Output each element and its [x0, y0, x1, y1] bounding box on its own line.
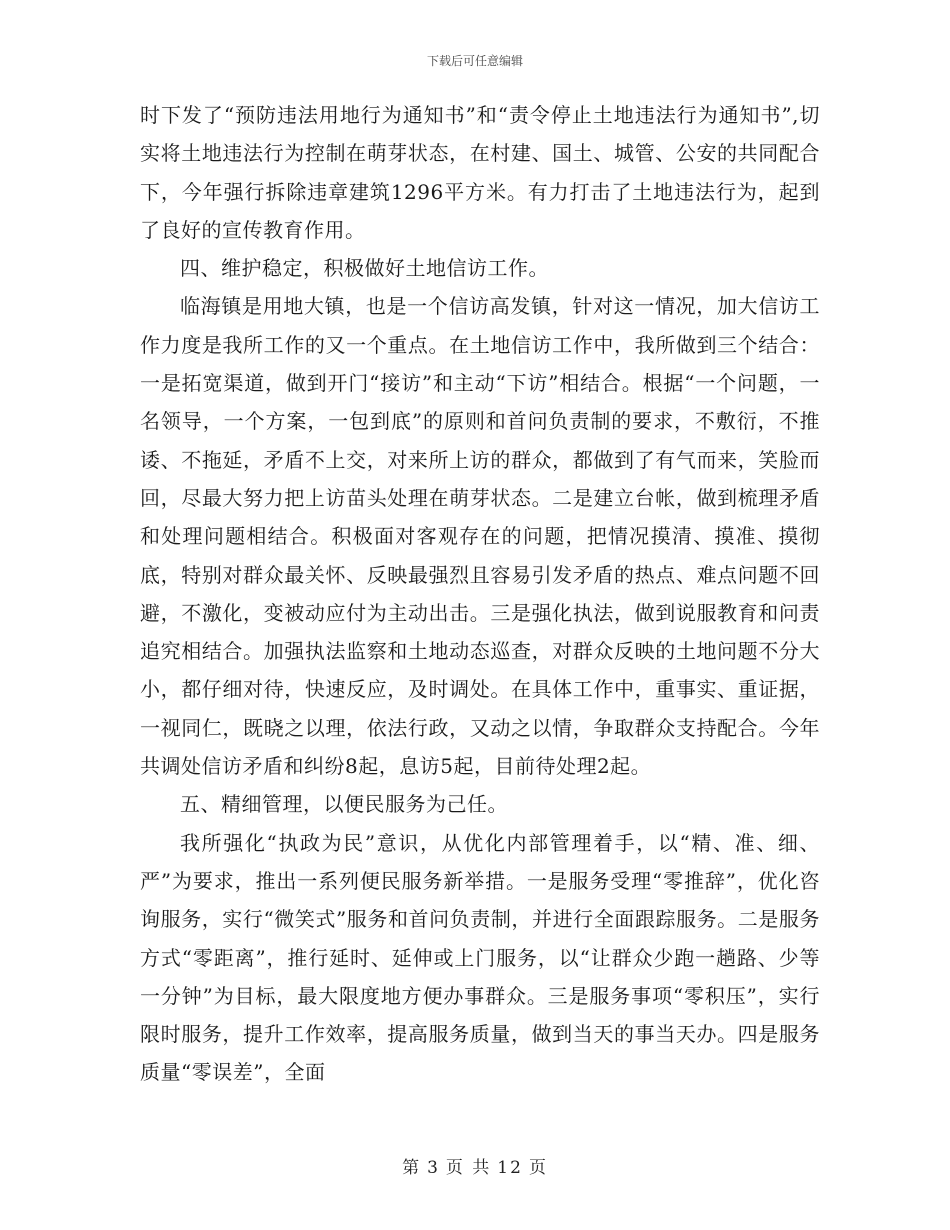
footer-suffix: 页	[528, 1158, 548, 1178]
footer-prefix: 第	[402, 1158, 422, 1178]
section-heading-4: 四、维护稳定，积极做好土地信访工作。	[180, 256, 549, 281]
footer-middle: 页 共	[445, 1158, 492, 1178]
document-body	[140, 96, 820, 1092]
page-footer	[0, 1153, 950, 1178]
total-pages-number: 12	[497, 1158, 523, 1178]
paragraph-petition-work: 临海镇是用地大镇，也是一个信访高发镇，针对这一情况，加大信访工作力度是我所工作的又一个重点。在土地信访工作中，我所做到三个结合：一是拓宽渠道，做到开门“接访”和主动“下访”相结合。根据“一个问题，一名领导，一个方案，一包到底”的原则和首问负责制的要求，不敷衍，不推诿、不拖延，矛盾不上交，对来所上访的群众，都做到了有气而来，笑脸而回，尽最大努力把上访苗头处理在萌芽状态。二是建立台帐，做到梳理矛盾和处理问题相结合。积极面对客观存在的问题，把情况摸清、摸准、摸彻底，特别对群众最关怀、反映最强烈且容易引发矛盾的热点、难点问题不回避，不激化，变被动应付为主动出击。三是强化执法，做到说服教育和问责追究相结合。加强执法监察和土地动态巡查，对群众反映的土地问题不分大小，都仔细对待，快速反应，及时调处。在具体工作中，重事实、重证据，一视同仁，既晓之以理，依法行政，又动之以情，争取群众支持配合。今年共调处信访矛盾和纠纷8起，息访5起，目前待处理2起。	[140, 294, 820, 779]
paragraph-service: 我所强化“执政为民”意识，从优化内部管理着手，以“精、准、细、严”为要求，推出一系列便民服务新举措。一是服务受理“零推辞”，优化咨询服务，实行“微笑式”服务和首问负责制，并进行全面跟踪服务。二是服务方式“零距离”，推行延时、延伸或上门服务，以“让群众少跑一趟路、少等一分钟”为目标，最大限度地方便办事群众。三是服务事项“零积压”，实行限时服务，提升工作效率，提高服务质量，做到当天的事当天办。四是服务质量“零误差”，全面	[140, 830, 820, 1085]
current-page-number: 3	[427, 1158, 440, 1178]
section-heading-5: 五、精细管理，以便民服务为己任。	[180, 792, 508, 817]
page-header: 下载后可任意编辑	[426, 54, 523, 68]
paragraph-continued: 时下发了“预防违法用地行为通知书”和“责令停止土地违法行为通知书”,切实将土地违法行为控制在萌芽状态，在村建、国土、城管、公安的共同配合下，今年强行拆除违章建筑1296平方米。有力打击了土地违法行为，起到了良好的宣传教育作用。	[140, 103, 820, 242]
